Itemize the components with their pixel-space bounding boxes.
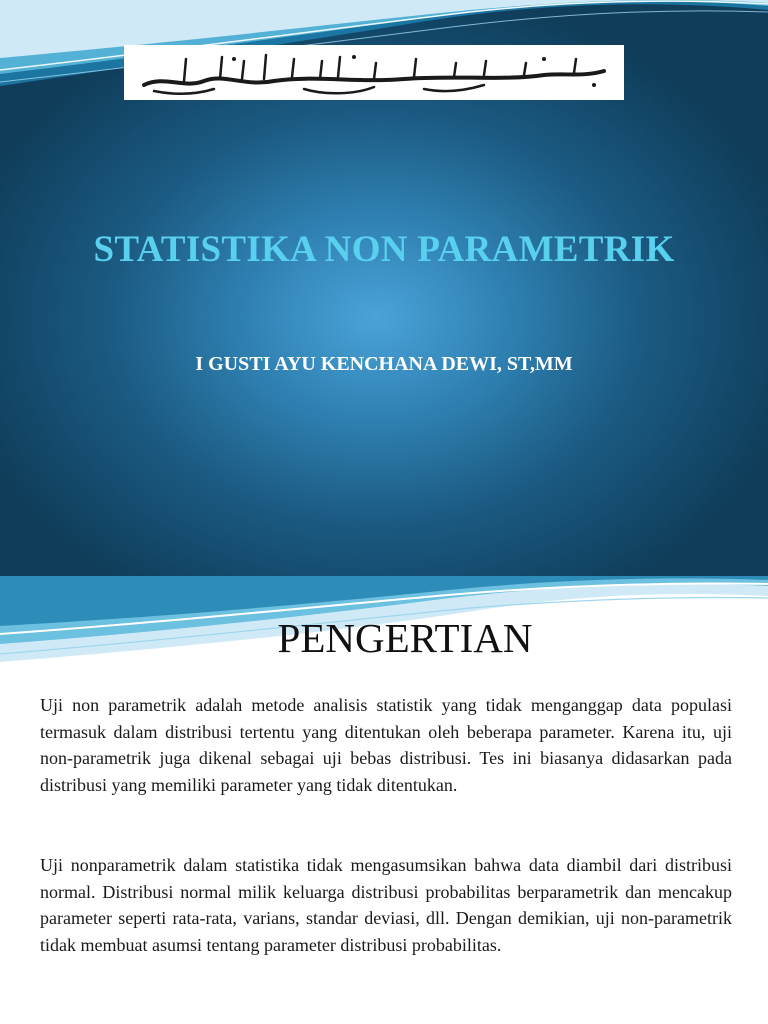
paragraph: Uji non parametrik adalah metode analisis statistik yang tidak menganggap data populasi termasuk dalam distribusi tertentu yang ditentukan oleh beberapa parameter. Karena itu, uji non-parametrik juga dikenal sebagai uji bebas distribusi. Tes ini biasanya didasarkan pada distribusi yang memiliki parameter yang tidak ditentukan. bbox=[40, 695, 732, 795]
basmala-calligraphy-image bbox=[124, 45, 624, 100]
content-slide bbox=[0, 576, 768, 1024]
basmala-banner bbox=[124, 45, 624, 100]
author-name: I GUSTI AYU KENCHANA DEWI, ST,MM bbox=[195, 353, 573, 375]
paragraph: Uji nonparametrik dalam statistika tidak mengasumsikan bahwa data diambil dari distribusi normal. Distribusi normal milik keluarga distribusi probabilitas berparametrik dan mencakup parameter seperti rata-rata, varians, standar deviasi, dll. Dengan demikian, uji non-parametrik tidak membuat asumsi tentang parameter distribusi probabilitas. bbox=[40, 855, 732, 955]
slide-title: STATISTIKA NON PARAMETRIK bbox=[93, 229, 675, 270]
section-heading: PENGERTIAN bbox=[277, 615, 533, 661]
